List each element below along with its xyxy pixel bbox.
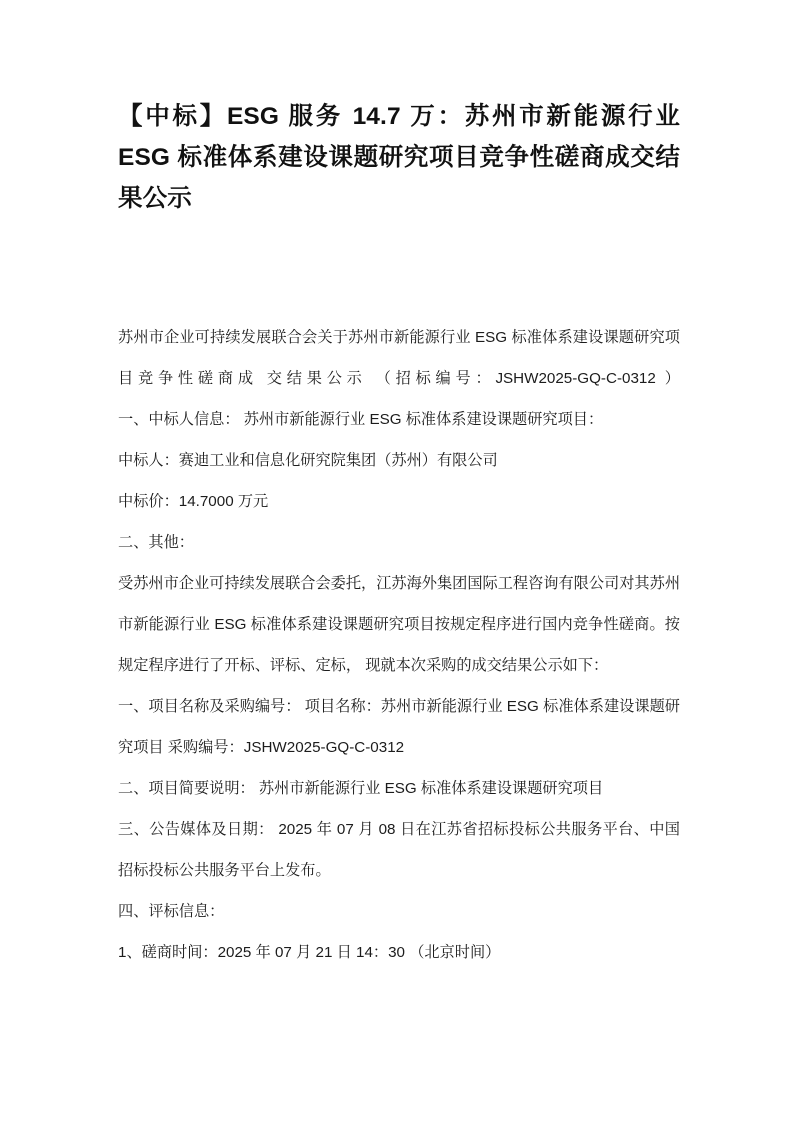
page-title: 【中标】ESG 服务 14.7 万：苏州市新能源行业 ESG 标准体系建设课题研究项目竞争性磋商成交结果公示 xyxy=(118,103,680,212)
paragraph-item-one-project-name: 一、项目名称及采购编号： 项目名称：苏州市新能源行业 ESG 标准体系建设课题研究项目 采购编号：JSHW2025-GQ-C-0312 xyxy=(118,698,680,756)
document-body xyxy=(118,0,680,973)
title-body-spacer xyxy=(118,219,680,317)
paragraph-item-two-project-summary: 二、项目简要说明： 苏州市新能源行业 ESG 标准体系建设课题研究项目 xyxy=(118,780,604,797)
paragraph-item-four-evaluation-info: 四、评标信息： xyxy=(118,903,225,920)
paragraph-section-two-other: 二、其他： xyxy=(118,534,194,551)
paragraph-entrust-statement: 受苏州市企业可持续发展联合会委托，江苏海外集团国际工程咨询有限公司对其苏州市新能源行业 ESG 标准体系建设课题研究项目按规定程序进行国内竞争性磋商。按规定程序进行了开标、评标、定标， 现就本次采购的成交结果公示如下： xyxy=(118,575,680,674)
paragraph-intro: 苏州市企业可持续发展联合会关于苏州市新能源行业 ESG 标准体系建设课题研究项目竞争性磋商成 交结果公示 （招标编号：JSHW2025-GQ-C-0312 ） xyxy=(118,329,680,387)
paragraph-section-one-winner-info: 一、中标人信息： 苏州市新能源行业 ESG 标准体系建设课题研究项目： xyxy=(118,411,604,428)
paragraph-item-three-announcement-media: 三、公告媒体及日期： 2025 年 07 月 08 日在江苏省招标投标公共服务平台、中国招标投标公共服务平台上发布。 xyxy=(118,821,680,879)
paragraph-winning-price: 中标价：14.7000 万元 xyxy=(118,493,269,510)
paragraph-negotiation-time: 1、磋商时间：2025 年 07 月 21 日 14：30 （北京时间） xyxy=(118,944,501,961)
paragraph-winner-name: 中标人：赛迪工业和信息化研究院集团（苏州）有限公司 xyxy=(118,452,498,469)
